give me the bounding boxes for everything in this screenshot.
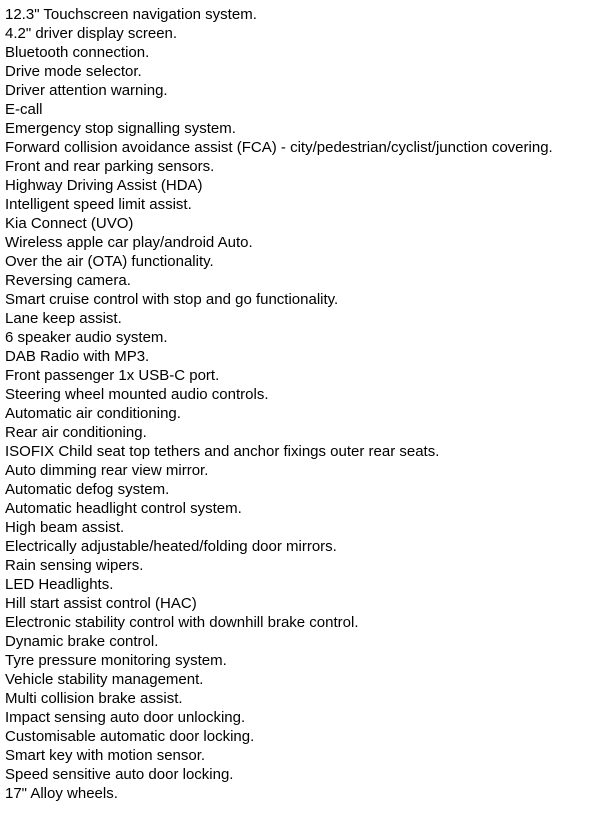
feature-item: Kia Connect (UVO) — [5, 215, 134, 232]
feature-item: 6 speaker audio system. — [5, 329, 168, 346]
feature-item: Impact sensing auto door unlocking. — [5, 709, 246, 726]
feature-item: Emergency stop signalling system. — [5, 120, 236, 137]
feature-item: Rain sensing wipers. — [5, 557, 144, 574]
feature-item: Steering wheel mounted audio controls. — [5, 386, 269, 403]
feature-item: Automatic defog system. — [5, 481, 170, 498]
feature-item: Electronic stability control with downhill brake control. — [5, 614, 359, 631]
feature-item: Customisable automatic door locking. — [5, 728, 255, 745]
feature-item: Wireless apple car play/android Auto. — [5, 234, 253, 251]
feature-item: Speed sensitive auto door locking. — [5, 766, 234, 783]
feature-item: Driver attention warning. — [5, 82, 168, 99]
feature-item: Vehicle stability management. — [5, 671, 204, 688]
feature-item: Smart cruise control with stop and go functionality. — [5, 291, 339, 308]
feature-item: Intelligent speed limit assist. — [5, 196, 192, 213]
feature-item: Automatic air conditioning. — [5, 405, 181, 422]
feature-item: 12.3" Touchscreen navigation system. — [5, 6, 257, 23]
feature-item: DAB Radio with MP3. — [5, 348, 150, 365]
feature-item: Highway Driving Assist (HDA) — [5, 177, 203, 194]
feature-item: Tyre pressure monitoring system. — [5, 652, 227, 669]
feature-item: Forward collision avoidance assist (FCA) - city/pedestrian/cyclist/junction covering. — [5, 139, 553, 156]
feature-item: LED Headlights. — [5, 576, 114, 593]
feature-item: Drive mode selector. — [5, 63, 142, 80]
feature-item: Dynamic brake control. — [5, 633, 159, 650]
feature-item: Hill start assist control (HAC) — [5, 595, 197, 612]
feature-item: 17" Alloy wheels. — [5, 785, 118, 802]
feature-item: ISOFIX Child seat top tethers and anchor fixings outer rear seats. — [5, 443, 440, 460]
feature-item: Over the air (OTA) functionality. — [5, 253, 214, 270]
feature-item: High beam assist. — [5, 519, 125, 536]
feature-item: Multi collision brake assist. — [5, 690, 183, 707]
feature-item: Lane keep assist. — [5, 310, 122, 327]
feature-item: Rear air conditioning. — [5, 424, 147, 441]
feature-item: Electrically adjustable/heated/folding door mirrors. — [5, 538, 337, 555]
feature-item: Automatic headlight control system. — [5, 500, 242, 517]
feature-item: Reversing camera. — [5, 272, 131, 289]
feature-item: Front passenger 1x USB-C port. — [5, 367, 220, 384]
feature-item: Smart key with motion sensor. — [5, 747, 206, 764]
feature-item: Auto dimming rear view mirror. — [5, 462, 209, 479]
feature-item: Bluetooth connection. — [5, 44, 150, 61]
feature-item: Front and rear parking sensors. — [5, 158, 215, 175]
feature-item: 4.2" driver display screen. — [5, 25, 178, 42]
feature-item: E-call — [5, 101, 43, 118]
